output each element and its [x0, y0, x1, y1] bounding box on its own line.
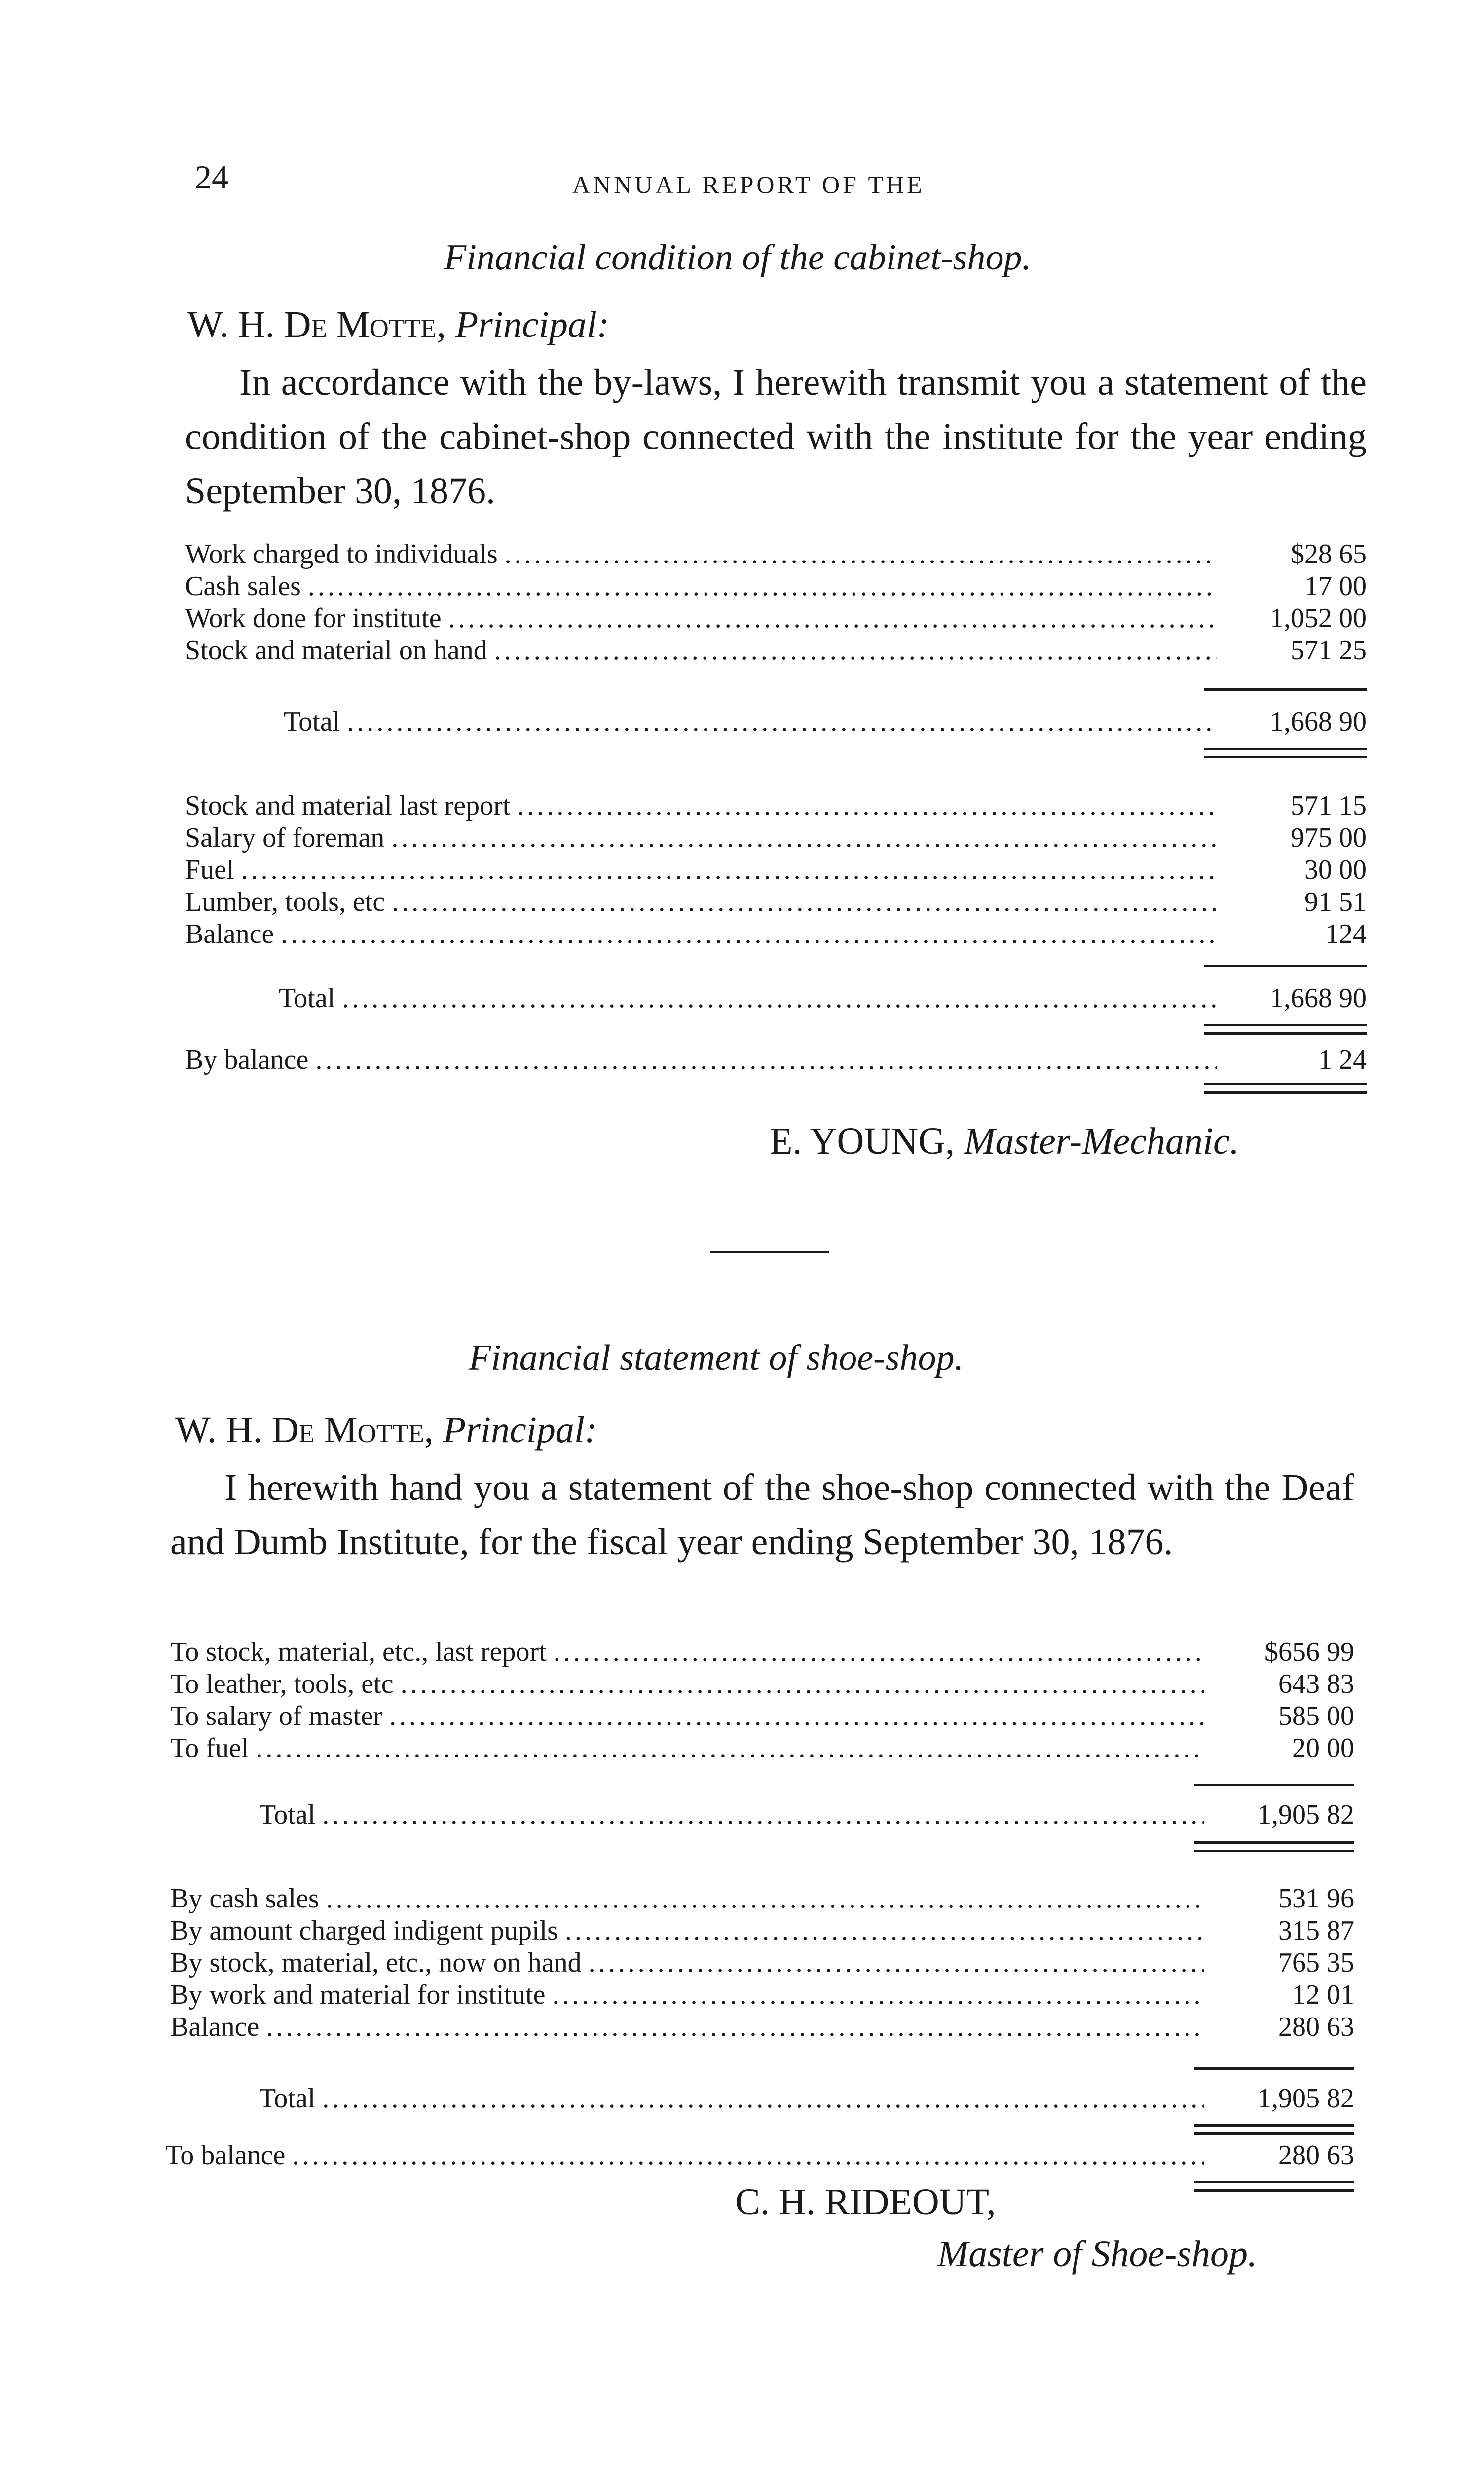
ledger-label: To fuel — [170, 1733, 249, 1763]
ledger-amount: 1,052 00 — [1270, 603, 1367, 634]
ledger-amount: 91 51 — [1304, 887, 1367, 917]
ledger-row — [170, 1880, 1354, 1914]
ledger-row — [185, 535, 1367, 570]
signature-title: Master-Mechanic. — [964, 1121, 1239, 1162]
ledger-label: Total — [259, 2083, 316, 2114]
salutation-name: W. H. De Motte, — [187, 304, 446, 345]
ledger-label: Work done for institute — [185, 603, 442, 634]
signature-title: Master of Shoe-shop. — [937, 2233, 1258, 2275]
ledger-amount: 124 — [1325, 919, 1367, 949]
ledger-amount: 531 96 — [1278, 1883, 1354, 1914]
shoe-signature-name: C. H. RIDEOUT, — [735, 2181, 996, 2223]
ledger-amount: 315 87 — [1278, 1915, 1354, 1946]
ledger-row — [170, 1665, 1354, 1700]
ledger-label: To salary of master — [170, 1701, 382, 1731]
double-rule-bottom — [1194, 1850, 1354, 1852]
ledger-amount: 585 00 — [1278, 1701, 1354, 1731]
ledger-label: Balance — [185, 919, 274, 949]
ledger-label: By balance — [185, 1045, 309, 1075]
ledger-amount: 1,668 90 — [1270, 983, 1367, 1013]
ledger-row — [170, 1944, 1354, 1979]
double-rule-bottom — [1204, 756, 1367, 758]
ledger-amount: 20 00 — [1292, 1733, 1354, 1763]
ledger-row — [170, 1976, 1354, 2011]
sum-rule — [1194, 2067, 1354, 2070]
ledger-label: Cash sales — [185, 571, 301, 601]
salutation-role: Principal: — [443, 1409, 597, 1451]
ledger-label: Lumber, tools, etc — [185, 887, 385, 917]
ledger-label: Total — [284, 707, 340, 737]
ledger-amount: 571 25 — [1291, 635, 1367, 666]
ledger-row — [170, 1729, 1354, 1764]
page-number: 24 — [195, 158, 228, 196]
ledger-balance-row — [185, 1041, 1367, 1076]
ledger-row — [170, 1633, 1354, 1668]
ledger-row — [185, 883, 1367, 918]
salutation-name: W. H. De Motte, — [175, 1409, 434, 1451]
ledger-row — [185, 819, 1367, 854]
cabinet-salutation — [187, 303, 609, 346]
ledger-row — [170, 1697, 1354, 1732]
double-rule-bottom — [1194, 2132, 1354, 2135]
ledger-label: To balance — [165, 2140, 286, 2170]
ledger-label: Stock and material on hand — [185, 635, 487, 666]
ledger-label: Work charged to individuals — [185, 539, 498, 569]
ledger-amount: 643 83 — [1278, 1669, 1354, 1699]
shoe-salutation — [175, 1409, 597, 1452]
ledger-label: Fuel — [185, 855, 234, 885]
section-divider — [710, 1251, 829, 1253]
shoe-signature-title — [937, 2233, 1257, 2276]
double-rule-bottom — [1204, 1032, 1367, 1035]
sum-rule — [1204, 965, 1367, 967]
ledger-label: To stock, material, etc., last report — [170, 1637, 547, 1667]
ledger-label: Stock and material last report — [185, 790, 511, 821]
ledger-row — [185, 851, 1367, 886]
double-rule-top — [1194, 2181, 1354, 2183]
ledger-total-row — [284, 703, 1367, 738]
ledger-label: By amount charged indigent pupils — [170, 1915, 558, 1946]
ledger-amount: 1,905 82 — [1258, 1799, 1354, 1830]
ledger-total-row — [259, 1796, 1354, 1831]
ledger-amount: 571 15 — [1291, 790, 1367, 821]
ledger-row — [185, 915, 1367, 950]
ledger-row — [185, 632, 1367, 666]
ledger-amount: $28 65 — [1291, 539, 1367, 569]
running-head: ANNUAL REPORT OF THE — [572, 171, 925, 198]
ledger-label: By stock, material, etc., now on hand — [170, 1947, 582, 1978]
shoe-shop-title: Financial statement of shoe-shop. — [469, 1338, 964, 1378]
ledger-label: Salary of foreman — [185, 822, 385, 853]
ledger-amount: 280 63 — [1278, 2012, 1354, 2042]
ledger-amount: 765 35 — [1278, 1947, 1354, 1978]
double-rule-top — [1194, 2124, 1354, 2127]
ledger-balance-row — [165, 2136, 1354, 2171]
ledger-amount: 30 00 — [1304, 855, 1367, 885]
ledger-label: By cash sales — [170, 1883, 319, 1914]
cabinet-signature — [770, 1120, 1239, 1163]
ledger-label: By work and material for institute — [170, 1980, 546, 2010]
ledger-total-row — [259, 2080, 1354, 2114]
salutation-role: Principal: — [455, 304, 610, 345]
ledger-amount: 280 63 — [1278, 2140, 1354, 2170]
ledger-total-row — [279, 979, 1367, 1014]
ledger-label: Total — [259, 1799, 316, 1830]
double-rule-top — [1204, 748, 1367, 750]
ledger-row — [185, 599, 1367, 634]
double-rule-top — [1204, 1083, 1367, 1085]
ledger-amount: $656 99 — [1264, 1637, 1354, 1667]
ledger-amount: 1,668 90 — [1270, 707, 1367, 737]
ledger-row — [185, 787, 1367, 822]
ledger-row — [170, 2008, 1354, 2043]
cabinet-paragraph: In accordance with the by-laws, I herewith transmit you a statement of the condition of the cabinet-shop connected with the institute for the year ending September 30, 1876. — [185, 362, 1367, 512]
sum-rule — [1194, 1784, 1354, 1786]
sum-rule — [1204, 688, 1367, 691]
double-rule-top — [1194, 1841, 1354, 1844]
ledger-row — [185, 567, 1367, 602]
ledger-label: Total — [279, 983, 335, 1013]
ledger-label: To leather, tools, etc — [170, 1669, 394, 1699]
ledger-label: Balance — [170, 2012, 260, 2042]
shoe-paragraph: I herewith hand you a statement of the shoe-shop connected with the Deaf and Dumb Institute, for the fiscal year ending September 30, 1876. — [170, 1467, 1354, 1563]
ledger-amount: 975 00 — [1291, 822, 1367, 853]
double-rule-bottom — [1194, 2189, 1354, 2192]
ledger-amount: 1,905 82 — [1258, 2083, 1354, 2114]
ledger-amount: 12 01 — [1292, 1980, 1354, 2010]
ledger-row — [170, 1912, 1354, 1946]
double-rule-top — [1204, 1024, 1367, 1026]
ledger-amount: 17 00 — [1304, 571, 1367, 601]
ledger-amount: 1 24 — [1318, 1045, 1367, 1075]
signature-name: E. YOUNG, — [770, 1121, 955, 1162]
double-rule-bottom — [1204, 1091, 1367, 1094]
cabinet-shop-title: Financial condition of the cabinet-shop. — [444, 237, 1031, 278]
